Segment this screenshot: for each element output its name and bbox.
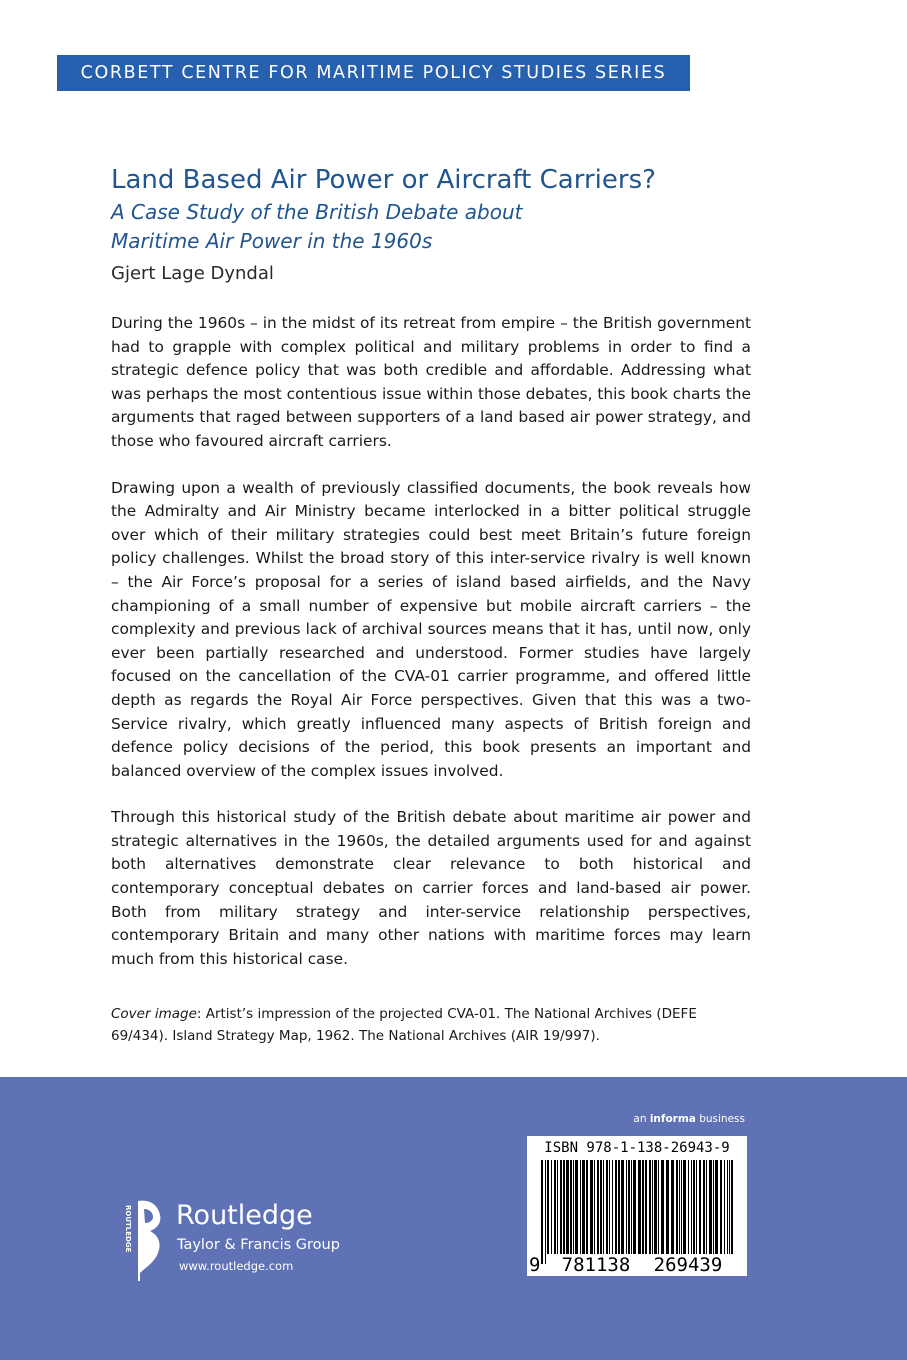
isbn-label: ISBN 978-1-138-26943-9 xyxy=(544,1140,730,1156)
barcode-bar xyxy=(557,1160,558,1254)
barcode-bar xyxy=(618,1160,620,1254)
barcode-bar xyxy=(671,1160,674,1254)
barcode-bar xyxy=(551,1160,552,1254)
barcode-bar xyxy=(580,1160,581,1254)
footer-band xyxy=(0,1077,907,1360)
blurb xyxy=(111,312,751,994)
barcode-bar xyxy=(586,1160,588,1254)
ean-lead-digit: 9 xyxy=(529,1254,541,1276)
barcode-bar xyxy=(715,1160,718,1254)
barcode-bar xyxy=(600,1160,602,1254)
barcode-bar xyxy=(720,1160,722,1254)
barcode-bar xyxy=(661,1160,664,1254)
barcode-bar xyxy=(597,1160,599,1254)
barcode-bar xyxy=(612,1160,613,1254)
barcode-bar xyxy=(590,1160,593,1254)
barcode-bar xyxy=(729,1160,730,1264)
barcode-bar xyxy=(727,1160,728,1254)
barcode-bar xyxy=(666,1160,669,1254)
publisher-group: Taylor & Francis Group xyxy=(177,1237,340,1253)
barcode-bar xyxy=(541,1160,543,1264)
publisher-url[interactable]: www.routledge.com xyxy=(179,1259,294,1273)
barcode-bar xyxy=(724,1160,725,1254)
barcode-bar xyxy=(621,1160,624,1254)
barcode-bar xyxy=(645,1160,647,1254)
barcode-bar xyxy=(547,1160,549,1254)
publisher-logo xyxy=(120,1195,380,1285)
barcode-bar xyxy=(545,1160,546,1264)
barcode-bar xyxy=(628,1160,630,1254)
barcode-bar xyxy=(713,1160,714,1254)
ean-digits xyxy=(527,1254,747,1276)
barcode-bar xyxy=(683,1160,686,1254)
barcode-bar xyxy=(676,1160,678,1254)
barcode-bar xyxy=(654,1160,657,1254)
cover-image-credit xyxy=(111,1003,751,1047)
barcode-bar xyxy=(606,1160,608,1254)
barcode-bar xyxy=(560,1160,562,1254)
barcode-bar xyxy=(699,1160,701,1264)
barcode-bar xyxy=(573,1160,574,1254)
barcode-bar xyxy=(609,1160,610,1254)
barcode-bar xyxy=(638,1160,641,1254)
title-block xyxy=(111,162,771,288)
barcode-bar xyxy=(566,1160,569,1254)
routledge-knight-logo-icon xyxy=(120,1195,168,1283)
blurb-paragraph-2: Drawing upon a wealth of previously classified documents, the book reveals how the Admiralty and Air Ministry became interlocked in a bitter political struggle over which of their military strategies could best meet Britain’s future foreign policy challenges. Whilst the broad story of this inter-service rivalry is well known – the Air Force’s proposal for a series of island based airfields, and the Navy championing of a small number of expensive but mobile aircraft carriers – the complexity and previous lack of archival sources means that it has, until now, only ever been partially researched and understood. Former studies have largely focused on the cancellation of the CVA-01 carrier programme, and offered little depth as regards the Royal Air Force perspectives. Given that this was a two-Service rivalry, which greatly influenced many aspects of British foreign and defence policy decisions of the period, this book presents an important and balanced overview of the complex issues involved. xyxy=(111,478,751,780)
cover-image-text: : Artist’s impression of the projected CVA-01. The National Archives (DEFE 69/434). Island Strategy Map, 1962. The National Archives (AIR 19/997). xyxy=(111,1006,697,1044)
barcode-bar xyxy=(570,1160,572,1254)
barcode-bar xyxy=(679,1160,680,1254)
series-banner: CORBETT CENTRE FOR MARITIME POLICY STUDIES SERIES xyxy=(57,55,690,91)
barcode-bar xyxy=(575,1160,578,1254)
barcode-bar xyxy=(731,1160,733,1264)
isbn-barcode xyxy=(527,1136,747,1276)
barcode-bar xyxy=(696,1160,697,1264)
informa-prefix: an xyxy=(633,1113,650,1125)
ean-left-group: 781138 xyxy=(551,1254,641,1276)
blurb-paragraph-1: During the 1960s – in the midst of its retreat from empire – the British government had to grapple with complex political and military problems in order to find a strategic defence policy that was both credible and affordable. Addressing what was perhaps the most contentious issue within those debates, this book charts the arguments that raged between supporters of a land based air power strategy, and those who favoured aircraft carriers. xyxy=(111,314,751,450)
book-subtitle-line1: A Case Study of the British Debate about xyxy=(111,200,523,224)
barcode-bar xyxy=(681,1160,682,1254)
informa-brand: informa xyxy=(649,1113,696,1125)
barcode-bar xyxy=(626,1160,627,1254)
barcode-bar xyxy=(693,1160,695,1264)
barcode-bar xyxy=(706,1160,707,1254)
book-author: Gjert Lage Dyndal xyxy=(111,263,274,284)
barcode-bars xyxy=(541,1160,733,1264)
publisher-name: Routledge xyxy=(176,1200,313,1231)
barcode-bar xyxy=(703,1160,705,1264)
barcode-bar xyxy=(594,1160,595,1254)
barcode-bar xyxy=(709,1160,712,1254)
barcode-bar xyxy=(633,1160,636,1254)
cover-image-label: Cover image xyxy=(111,1006,197,1022)
barcode-bar xyxy=(658,1160,659,1254)
barcode-bar xyxy=(563,1160,565,1254)
informa-suffix: business xyxy=(695,1113,745,1125)
barcode-bar xyxy=(691,1160,692,1254)
barcode-bar xyxy=(652,1160,653,1254)
barcode-bar xyxy=(554,1160,556,1254)
book-subtitle-line2: Maritime Air Power in the 1960s xyxy=(111,229,433,253)
logo-vertical-text: ROUTLEDGE xyxy=(124,1205,132,1253)
barcode-bar xyxy=(642,1160,644,1254)
barcode-bar xyxy=(582,1160,585,1254)
informa-business-line xyxy=(633,1113,745,1125)
book-title: Land Based Air Power or Aircraft Carriers? xyxy=(111,165,656,195)
barcode-bar xyxy=(631,1160,632,1254)
barcode-bar xyxy=(688,1160,689,1254)
ean-right-group: 269439 xyxy=(643,1254,733,1276)
barcode-bar xyxy=(649,1160,651,1254)
barcode-bar xyxy=(615,1160,617,1254)
blurb-paragraph-3: Through this historical study of the British debate about maritime air power and strategic alternatives in the 1960s, the detailed arguments used for and against both alternatives demonstrate clear relevance to both historical and contemporary conceptual debates on carrier forces and land-based air power. Both from military strategy and inter-service relationship perspectives, contemporary Britain and many other nations with maritime forces may learn much from this historical case. xyxy=(111,808,751,968)
barcode-bar xyxy=(603,1160,604,1254)
